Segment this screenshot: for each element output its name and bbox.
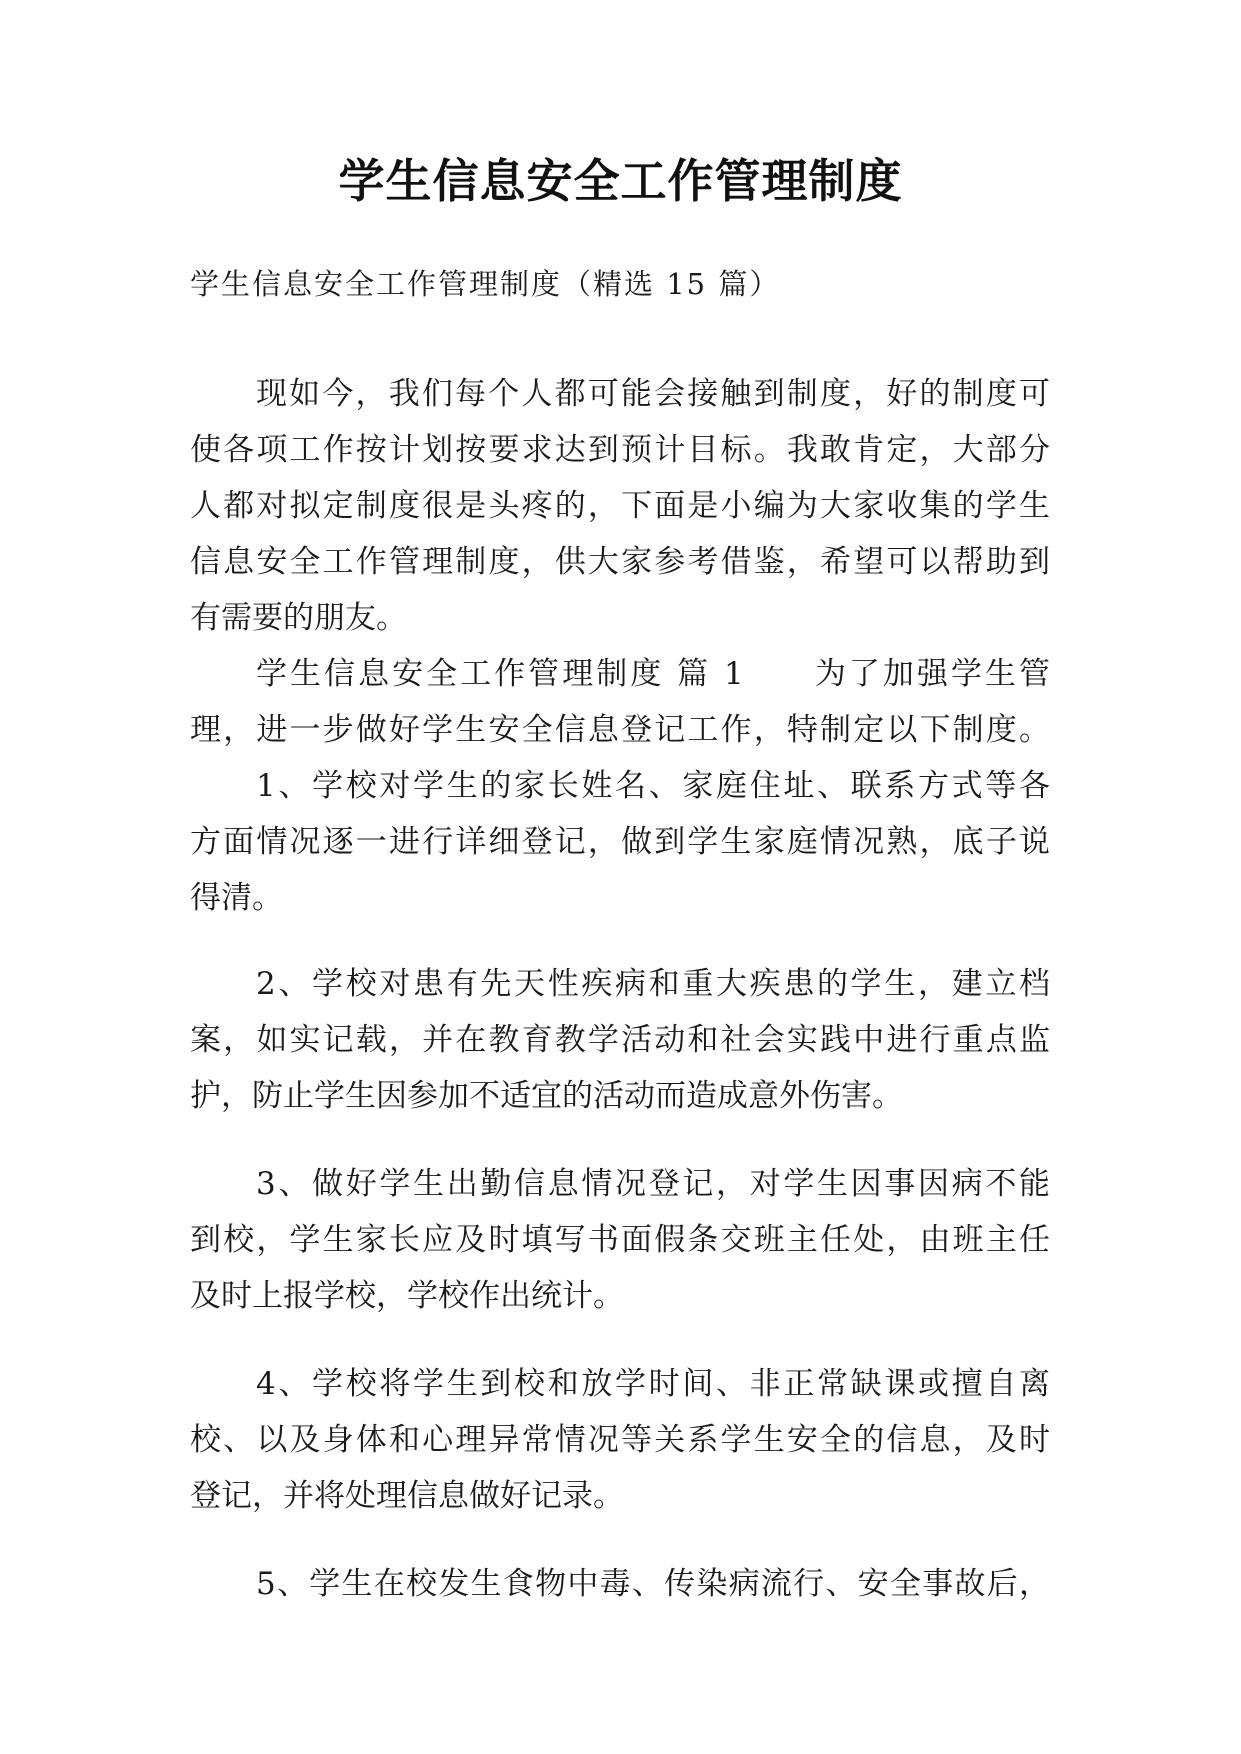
paragraph-line: 使各项工作按计划按要求达到预计目标。我敢肯定，大部分: [190, 432, 1050, 468]
paragraph-line: 登记，并将处理信息做好记录。: [190, 1478, 624, 1514]
document-subtitle: 学生信息安全工作管理制度（精选 15 篇）: [190, 267, 781, 301]
paragraph-line: 5、学生在校发生食物中毒、传染病流行、安全事故后，: [256, 1566, 1050, 1602]
paragraph-line: 及时上报学校，学校作出统计。: [190, 1278, 624, 1314]
paragraph-line: 得清。: [190, 880, 283, 916]
document-title: 学生信息安全工作管理制度: [338, 154, 903, 208]
paragraph-line: 案，如实记载，并在教育教学活动和社会实践中进行重点监: [190, 1022, 1050, 1058]
paragraph-line: 1、学校对学生的家长姓名、家庭住址、联系方式等各: [256, 768, 1050, 804]
paragraph-line: 方面情况逐一进行详细登记，做到学生家庭情况熟，底子说: [190, 824, 1050, 860]
paragraph-line: 人都对拟定制度很是头疼的，下面是小编为大家收集的学生: [190, 488, 1050, 524]
paragraph-line: 学生信息安全工作管理制度 篇 1 为了加强学生管: [256, 656, 1050, 692]
paragraph-line: 2、学校对患有先天性疾病和重大疾患的学生，建立档: [256, 966, 1050, 1002]
paragraph-line: 到校，学生家长应及时填写书面假条交班主任处，由班主任: [190, 1222, 1050, 1258]
paragraph-line: 护，防止学生因参加不适宜的活动而造成意外伤害。: [190, 1078, 903, 1114]
paragraph-line: 理，进一步做好学生安全信息登记工作，特制定以下制度。: [190, 712, 1050, 748]
paragraph-line: 有需要的朋友。: [190, 600, 407, 636]
paragraph-line: 3、做好学生出勤信息情况登记，对学生因事因病不能: [256, 1166, 1050, 1202]
paragraph-line: 现如今，我们每个人都可能会接触到制度，好的制度可: [256, 376, 1050, 412]
paragraph-line: 4、学校将学生到校和放学时间、非正常缺课或擅自离: [256, 1366, 1050, 1402]
paragraph-line: 校、以及身体和心理异常情况等关系学生安全的信息，及时: [190, 1422, 1050, 1458]
paragraph-line: 信息安全工作管理制度，供大家参考借鉴，希望可以帮助到: [190, 544, 1050, 580]
